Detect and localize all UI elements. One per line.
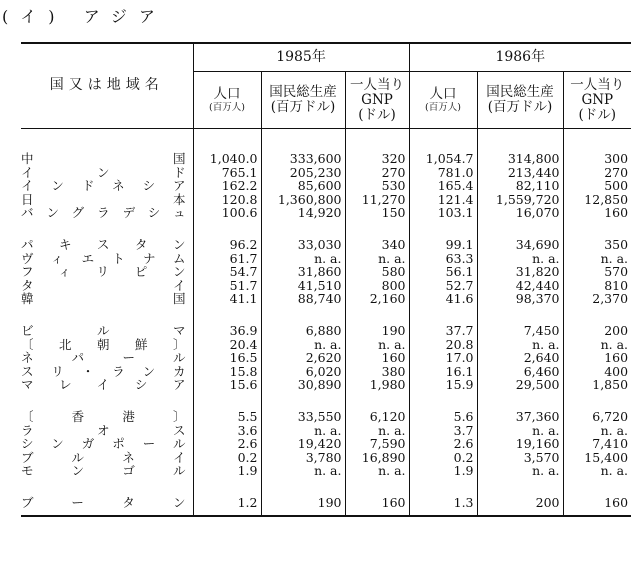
population-label: 人口 (429, 85, 457, 102)
per-capita-gnp-label: GNP (361, 91, 393, 108)
per-capita-gnp-1986-cell: 500 (563, 179, 631, 193)
per-capita-gnp-1986-cell: 160 (563, 206, 631, 220)
header-row-years (21, 43, 631, 72)
population-1986-cell: 16.1 (409, 365, 477, 379)
per-capita-gnp-1985-cell: 16,890 (345, 451, 409, 465)
population-1986-cell: 52.7 (409, 279, 477, 293)
table-body (21, 129, 631, 517)
gnp-1986-cell: 98,370 (477, 292, 563, 306)
per-capita-header-1985 (345, 72, 409, 129)
region-name-cell: インド (21, 164, 187, 180)
population-unit: (百万人) (425, 101, 461, 113)
gnp-1985-cell: 33,030 (261, 220, 345, 252)
gnp-1985-cell: 88,740 (261, 292, 345, 306)
region-name-cell: バングラデシュ (21, 205, 187, 221)
per-capita-gnp-1985-cell: 150 (345, 206, 409, 220)
population-1985-cell: 765.1 (193, 166, 261, 180)
population-1986-cell: 99.1 (409, 220, 477, 252)
per-capita-gnp-1986-cell: 400 (563, 365, 631, 379)
per-capita-gnp-1986-cell: n. a. (563, 424, 631, 438)
region-column-header: 国又は地域名 (21, 43, 193, 129)
region-name-cell: ラオス (21, 422, 187, 438)
per-capita-gnp-1986-cell: 570 (563, 265, 631, 279)
gnp-1986-cell: 3,570 (477, 451, 563, 465)
table-row (21, 351, 631, 365)
population-header-1986 (409, 72, 477, 129)
per-capita-gnp-1985-cell: 7,590 (345, 437, 409, 451)
region-name-cell: マレイシア (21, 377, 187, 393)
region-name-cell: ヴィエトナム (21, 250, 187, 266)
gnp-unit: (百万ドル) (270, 99, 336, 115)
population-1985-cell: 96.2 (193, 220, 261, 252)
gnp-1986-cell: 16,070 (477, 206, 563, 220)
year-header-1985: 1985年 (193, 43, 409, 72)
population-1986-cell: 56.1 (409, 265, 477, 279)
per-capita-gnp-1986-cell: 810 (563, 279, 631, 293)
per-capita-label: 一人当り (350, 76, 404, 93)
region-name-cell: ブータン (21, 494, 187, 510)
table-row (21, 478, 631, 517)
gnp-1986-cell: 2,640 (477, 351, 563, 365)
population-1986-cell: 5.6 (409, 392, 477, 424)
population-1986-cell: 20.8 (409, 338, 477, 352)
region-name-cell: 韓国 (21, 291, 187, 307)
gnp-1986-cell: 6,460 (477, 365, 563, 379)
gnp-1985-cell: n. a. (261, 252, 345, 266)
per-capita-unit: (ドル) (578, 106, 617, 123)
table-row (21, 392, 631, 424)
table-row (21, 424, 631, 438)
table-row (21, 129, 631, 166)
year-header-1986: 1986年 (409, 43, 631, 72)
gnp-1985-cell: n. a. (261, 338, 345, 352)
population-1986-cell: 1.3 (409, 478, 477, 517)
table-row (21, 252, 631, 266)
table-row (21, 206, 631, 220)
population-1985-cell: 100.6 (193, 206, 261, 220)
gnp-1985-cell: 6,020 (261, 365, 345, 379)
table-row (21, 338, 631, 352)
per-capita-gnp-1985-cell: 270 (345, 166, 409, 180)
gnp-1986-cell: n. a. (477, 424, 563, 438)
gnp-1986-cell: 200 (477, 478, 563, 517)
gnp-label: 国民総生産 (486, 84, 554, 100)
population-1986-cell: 0.2 (409, 451, 477, 465)
population-1985-cell: 36.9 (193, 306, 261, 338)
population-1986-cell: 165.4 (409, 179, 477, 193)
region-name-cell: ビルマ (21, 322, 187, 338)
region-name-cell: 〔香港〕 (21, 408, 187, 424)
region-name-cell: モンゴル (21, 463, 187, 479)
per-capita-gnp-1985-cell: 1,980 (345, 378, 409, 392)
population-1986-cell: 103.1 (409, 206, 477, 220)
per-capita-gnp-1985-cell: 190 (345, 306, 409, 338)
region-name-cell: パキスタン (21, 236, 187, 252)
population-1985-cell: 2.6 (193, 437, 261, 451)
population-1985-cell: 1.9 (193, 464, 261, 478)
table-row (21, 279, 631, 293)
population-1985-cell: 61.7 (193, 252, 261, 266)
gnp-1985-cell: 19,420 (261, 437, 345, 451)
population-1985-cell: 51.7 (193, 279, 261, 293)
table-row (21, 166, 631, 180)
population-1985-cell: 16.5 (193, 351, 261, 365)
population-1985-cell: 120.8 (193, 193, 261, 207)
per-capita-gnp-1986-cell: 200 (563, 306, 631, 338)
gnp-1985-cell: 3,780 (261, 451, 345, 465)
gnp-1986-cell: 42,440 (477, 279, 563, 293)
population-1986-cell: 63.3 (409, 252, 477, 266)
gnp-1985-cell: 190 (261, 478, 345, 517)
population-1986-cell: 15.9 (409, 378, 477, 392)
per-capita-gnp-1985-cell: 340 (345, 220, 409, 252)
table-row (21, 365, 631, 379)
population-1985-cell: 41.1 (193, 292, 261, 306)
table-row (21, 451, 631, 465)
gnp-1986-cell: n. a. (477, 464, 563, 478)
per-capita-gnp-1986-cell: n. a. (563, 252, 631, 266)
region-name-cell: ブルネイ (21, 449, 187, 465)
per-capita-gnp-1986-cell: 160 (563, 478, 631, 517)
per-capita-gnp-1986-cell: 350 (563, 220, 631, 252)
gnp-1986-cell: 7,450 (477, 306, 563, 338)
gnp-1986-cell: 37,360 (477, 392, 563, 424)
per-capita-gnp-1985-cell: n. a. (345, 464, 409, 478)
population-1986-cell: 121.4 (409, 193, 477, 207)
gnp-1985-cell: 41,510 (261, 279, 345, 293)
table-row (21, 292, 631, 306)
per-capita-gnp-label: GNP (581, 91, 614, 108)
population-1985-cell: 1,040.0 (193, 129, 261, 166)
region-name-cell: タイ (21, 277, 187, 293)
per-capita-gnp-1986-cell: 7,410 (563, 437, 631, 451)
per-capita-gnp-1986-cell: 160 (563, 351, 631, 365)
region-name-cell: インドネシア (21, 178, 187, 194)
per-capita-gnp-1986-cell: 2,370 (563, 292, 631, 306)
population-1985-cell: 54.7 (193, 265, 261, 279)
gnp-1985-cell: n. a. (261, 424, 345, 438)
gnp-header-1985 (261, 72, 345, 129)
gnp-1985-cell: 33,550 (261, 392, 345, 424)
population-1985-cell: 3.6 (193, 424, 261, 438)
population-1986-cell: 1.9 (409, 464, 477, 478)
table-row (21, 464, 631, 478)
per-capita-gnp-1985-cell: 530 (345, 179, 409, 193)
region-name-cell: 日本 (21, 191, 187, 207)
population-1986-cell: 17.0 (409, 351, 477, 365)
region-name-cell: スリ・ランカ (21, 363, 187, 379)
per-capita-gnp-1985-cell: 320 (345, 129, 409, 166)
region-name-cell: シンガポール (21, 436, 187, 452)
gnp-header-1986 (477, 72, 563, 129)
gnp-1986-cell: 31,820 (477, 265, 563, 279)
per-capita-gnp-1986-cell: 6,720 (563, 392, 631, 424)
gnp-1986-cell: 82,110 (477, 179, 563, 193)
population-1986-cell: 3.7 (409, 424, 477, 438)
population-header-1985 (193, 72, 261, 129)
region-name-cell: フィリピン (21, 264, 187, 280)
per-capita-gnp-1985-cell: 800 (345, 279, 409, 293)
gnp-1986-cell: 1,559,720 (477, 193, 563, 207)
per-capita-gnp-1985-cell: 6,120 (345, 392, 409, 424)
population-1985-cell: 15.8 (193, 365, 261, 379)
gnp-1985-cell: 85,600 (261, 179, 345, 193)
per-capita-gnp-1986-cell: 270 (563, 166, 631, 180)
region-name-cell: 〔北朝鮮〕 (21, 336, 187, 352)
population-label: 人口 (213, 85, 241, 102)
gnp-1986-cell: 314,800 (477, 129, 563, 166)
per-capita-gnp-1985-cell: n. a. (345, 252, 409, 266)
gnp-1985-cell: 14,920 (261, 206, 345, 220)
region-name-cell: 中国 (21, 151, 187, 166)
population-1985-cell: 15.6 (193, 378, 261, 392)
gnp-label: 国民総生産 (269, 84, 337, 100)
region-name-cell: ネパール (21, 350, 187, 366)
gnp-1985-cell: 1,360,800 (261, 193, 345, 207)
per-capita-gnp-1985-cell: n. a. (345, 338, 409, 352)
population-1985-cell: 162.2 (193, 179, 261, 193)
per-capita-gnp-1985-cell: 160 (345, 478, 409, 517)
asia-statistics-table (21, 42, 631, 517)
per-capita-label: 一人当り (570, 76, 625, 93)
population-1986-cell: 37.7 (409, 306, 477, 338)
gnp-1985-cell: 6,880 (261, 306, 345, 338)
section-heading: (イ) アジア (2, 7, 167, 26)
table-row (21, 220, 631, 252)
per-capita-header-1986 (563, 72, 631, 129)
table-row (21, 265, 631, 279)
table-row (21, 306, 631, 338)
gnp-1986-cell: 213,440 (477, 166, 563, 180)
gnp-1986-cell: n. a. (477, 338, 563, 352)
per-capita-gnp-1986-cell: 15,400 (563, 451, 631, 465)
population-1986-cell: 1,054.7 (409, 129, 477, 166)
per-capita-gnp-1985-cell: 580 (345, 265, 409, 279)
gnp-1985-cell: 30,890 (261, 378, 345, 392)
gnp-1986-cell: 34,690 (477, 220, 563, 252)
population-1985-cell: 0.2 (193, 451, 261, 465)
per-capita-gnp-1986-cell: n. a. (563, 338, 631, 352)
per-capita-gnp-1985-cell: 160 (345, 351, 409, 365)
table-row (21, 193, 631, 207)
population-1985-cell: 1.2 (193, 478, 261, 517)
population-1986-cell: 2.6 (409, 437, 477, 451)
population-unit: (百万人) (209, 101, 245, 113)
gnp-1985-cell: 205,230 (261, 166, 345, 180)
per-capita-gnp-1986-cell: n. a. (563, 464, 631, 478)
gnp-1986-cell: 29,500 (477, 378, 563, 392)
gnp-1986-cell: n. a. (477, 252, 563, 266)
gnp-unit: (百万ドル) (487, 99, 553, 115)
population-1985-cell: 5.5 (193, 392, 261, 424)
gnp-1985-cell: 31,860 (261, 265, 345, 279)
per-capita-unit: (ドル) (358, 106, 396, 123)
gnp-1985-cell: 333,600 (261, 129, 345, 166)
gnp-1986-cell: 19,160 (477, 437, 563, 451)
per-capita-gnp-1986-cell: 12,850 (563, 193, 631, 207)
population-1985-cell: 20.4 (193, 338, 261, 352)
population-1986-cell: 781.0 (409, 166, 477, 180)
table-row (21, 179, 631, 193)
gnp-1985-cell: n. a. (261, 464, 345, 478)
per-capita-gnp-1985-cell: n. a. (345, 424, 409, 438)
per-capita-gnp-1986-cell: 1,850 (563, 378, 631, 392)
per-capita-gnp-1986-cell: 300 (563, 129, 631, 166)
population-1986-cell: 41.6 (409, 292, 477, 306)
per-capita-gnp-1985-cell: 11,270 (345, 193, 409, 207)
table-row (21, 437, 631, 451)
gnp-1985-cell: 2,620 (261, 351, 345, 365)
per-capita-gnp-1985-cell: 2,160 (345, 292, 409, 306)
per-capita-gnp-1985-cell: 380 (345, 365, 409, 379)
table-row (21, 378, 631, 392)
